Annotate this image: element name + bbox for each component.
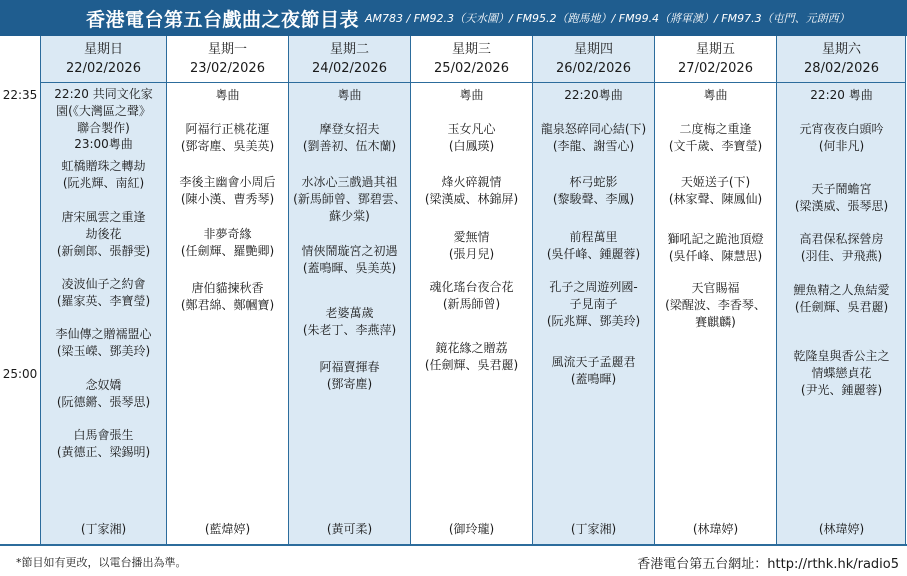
program-category: 粵曲 <box>337 88 362 102</box>
program-item <box>411 121 532 155</box>
day-column-3 <box>288 36 410 544</box>
program-item <box>167 174 288 208</box>
program-line: (蓋鳴暉、吳美英) <box>302 261 397 275</box>
program-title: 烽火碎親情 <box>441 175 502 189</box>
program-title: 獅吼記之跪池頂燈 <box>667 232 764 246</box>
program-item <box>41 158 166 192</box>
day-header <box>41 36 166 83</box>
program-item <box>533 279 654 330</box>
program-item <box>41 86 166 137</box>
day-header <box>289 36 410 83</box>
program-title: 老婆萬歲 <box>325 306 374 320</box>
program-line: (鄭君綿、鄭幗寶) <box>180 298 275 312</box>
time-column <box>0 36 40 544</box>
program-line: (任劍輝、羅艷卿) <box>180 244 275 258</box>
program-host: (林瑋婷) <box>818 522 865 536</box>
program-title: 乾隆皇與香公主之 <box>793 349 890 363</box>
day-of-week: 星期三 <box>451 42 491 57</box>
program-title: 李後主幽會小周后 <box>179 175 276 189</box>
program-item <box>777 282 906 316</box>
program-title: 天官賜福 <box>691 281 740 295</box>
program-host: (藍煒婷) <box>204 522 251 536</box>
program-item <box>777 231 906 265</box>
program-title: 愛無情 <box>453 230 490 244</box>
program-title: 鏡花緣之贈荔 <box>435 341 508 355</box>
program-title: 唐伯貓揀秋香 <box>191 281 264 295</box>
header-banner <box>0 0 907 36</box>
program-line: (任劍輝、吳君麗) <box>424 358 519 372</box>
program-line: 蘇少棠) <box>329 209 370 223</box>
program-title: 孔子之周遊列國- <box>549 280 638 294</box>
day-of-week: 星期日 <box>83 42 123 57</box>
day-date: 25/02/2026 <box>434 61 509 76</box>
program-title: 23:00粵曲 <box>74 137 133 151</box>
program-line: (羅家英、李寶瑩) <box>56 294 151 308</box>
program-item <box>167 280 288 314</box>
program-line: (吳仟峰、鍾麗蓉) <box>546 247 641 261</box>
day-of-week: 星期一 <box>207 42 247 57</box>
program-item <box>167 226 288 260</box>
program-item <box>41 276 166 310</box>
program-title: 鯉魚精之人魚結愛 <box>793 283 890 297</box>
program-category: 粵曲 <box>703 88 728 102</box>
program-item <box>289 243 410 277</box>
program-line: (新馬師曾、鄧碧雲、 <box>293 192 406 206</box>
program-title: 非夢奇緣 <box>203 227 252 241</box>
program-title: 元宵夜夜白頭吟 <box>799 122 884 136</box>
program-title: 虹橋贈珠之轉劫 <box>61 159 146 173</box>
program-item <box>41 377 166 411</box>
program-line: (吳仟峰、陳慧思) <box>668 249 763 263</box>
program-item <box>533 174 654 208</box>
program-line: (鄧寄塵、吳美英) <box>180 139 275 153</box>
program-line: (李龍、謝雪心) <box>552 139 635 153</box>
program-item <box>41 209 166 260</box>
program-line: (黃德正、梁錫明) <box>56 445 151 459</box>
program-host: (丁家湘) <box>80 522 127 536</box>
frequency-info: AM783 / FM92.3（天水圍）/ FM95.2（跑馬地）/ FM99.4（將軍澳）/ FM97.3（屯門、元朗西） <box>365 12 850 25</box>
program-line: (尹光、鍾麗蓉) <box>800 383 883 397</box>
day-column-7 <box>776 36 906 544</box>
program-item <box>655 280 776 331</box>
program-title: 李仙傳之贈襦盟心 <box>55 327 152 341</box>
program-title: 情俠鬧璇宮之初遇 <box>301 244 398 258</box>
program-title: 玉女凡心 <box>447 122 496 136</box>
program-item <box>655 231 776 265</box>
program-title: 龍泉怒碎同心結(下) <box>540 122 647 136</box>
program-line: 園(《大灣區之聲》 <box>56 104 151 118</box>
program-title: 凌波仙子之約會 <box>61 277 146 291</box>
footer <box>0 544 907 576</box>
program-line: (梁玉嶸、鄧美玲) <box>56 344 151 358</box>
program-line: (梁漢威、張琴思) <box>794 199 889 213</box>
program-item <box>533 354 654 388</box>
program-item <box>411 340 532 374</box>
day-column-4 <box>410 36 532 544</box>
program-title: 風流天子孟麗君 <box>551 355 636 369</box>
day-header <box>777 36 906 83</box>
day-column-2 <box>166 36 288 544</box>
program-title: 天子鬧蟾宮 <box>811 182 872 196</box>
day-of-week: 星期二 <box>329 42 369 57</box>
day-date: 27/02/2026 <box>678 61 753 76</box>
program-line: (阮德鏘、張琴思) <box>56 395 151 409</box>
program-line: (林家聲、陳鳳仙) <box>668 192 763 206</box>
program-line: (陳小漢、曹秀琴) <box>180 192 275 206</box>
program-category: 22:20粵曲 <box>564 88 623 102</box>
program-host: (丁家湘) <box>570 522 617 536</box>
program-category: 粵曲 <box>215 88 240 102</box>
program-item <box>655 174 776 208</box>
day-date: 22/02/2026 <box>66 61 141 76</box>
program-title: 唐宋風雲之重逢 <box>61 210 146 224</box>
program-item <box>41 136 166 153</box>
program-line: (劉善初、伍木蘭) <box>302 139 397 153</box>
program-line: (任劍輝、吳君麗) <box>794 300 889 314</box>
program-line: 賽麒麟) <box>695 315 736 329</box>
program-item <box>411 279 532 313</box>
program-line: (阮兆輝、南紅) <box>62 176 145 190</box>
program-line: (何非凡) <box>818 139 865 153</box>
program-title: 阿福行正桃花運 <box>185 122 270 136</box>
program-line: 情蝶戀貞花 <box>811 366 872 380</box>
time-end: 25:00 <box>2 367 38 381</box>
day-header <box>533 36 654 83</box>
program-title: 魂化瑤台夜合花 <box>429 280 514 294</box>
program-line: 聯合製作) <box>77 121 130 135</box>
program-item <box>533 121 654 155</box>
day-date: 28/02/2026 <box>804 61 879 76</box>
day-of-week: 星期四 <box>573 42 613 57</box>
program-title: 白馬會張生 <box>73 428 134 442</box>
footer-website: 香港電台第五台網址：http://rthk.hk/radio5 <box>637 557 899 572</box>
day-header <box>655 36 776 83</box>
footer-note: *節目如有更改，以電台播出為準。 <box>16 556 187 569</box>
day-date: 24/02/2026 <box>312 61 387 76</box>
day-of-week: 星期六 <box>821 42 861 57</box>
program-title: 杯弓蛇影 <box>569 175 618 189</box>
program-item <box>289 174 410 225</box>
program-item <box>41 326 166 360</box>
program-title: 摩登女招夫 <box>319 122 380 136</box>
program-item <box>41 427 166 461</box>
program-item <box>777 348 906 399</box>
time-start: 22:35 <box>2 88 38 102</box>
program-item <box>167 121 288 155</box>
program-item <box>411 229 532 263</box>
program-title: 念奴嬌 <box>85 378 122 392</box>
program-line: 子見南子 <box>569 297 618 311</box>
program-title: 天姬送子(下) <box>680 175 751 189</box>
program-item <box>289 305 410 339</box>
program-host: (御玲瓏) <box>448 522 495 536</box>
program-item <box>777 121 906 155</box>
program-host: (黃可柔) <box>326 522 373 536</box>
program-category: 粵曲 <box>459 88 484 102</box>
program-line: (文千歲、李寶瑩) <box>668 139 763 153</box>
program-line: (羽佳、尹飛燕) <box>800 249 883 263</box>
day-header <box>411 36 532 83</box>
program-line: (朱老丁、李燕萍) <box>302 323 397 337</box>
program-line: (阮兆輝、鄧美玲) <box>546 314 641 328</box>
program-line: (梁漢威、林錦屏) <box>424 192 519 206</box>
program-title: 水冰心三戲過其祖 <box>301 175 398 189</box>
program-item <box>533 229 654 263</box>
program-item <box>289 359 410 393</box>
day-date: 26/02/2026 <box>556 61 631 76</box>
program-host: (林瑋婷) <box>692 522 739 536</box>
day-date: 23/02/2026 <box>190 61 265 76</box>
program-line: 劫後花 <box>85 227 122 241</box>
program-line: (新劍郎、張靜雯) <box>56 244 151 258</box>
program-line: (白鳳瑛) <box>448 139 495 153</box>
program-item <box>411 174 532 208</box>
program-title: 二度梅之重逢 <box>679 122 752 136</box>
day-header <box>167 36 288 83</box>
program-item <box>655 121 776 155</box>
day-column-5 <box>532 36 654 544</box>
program-line: (蓋鳴暉) <box>570 372 617 386</box>
program-item <box>777 181 906 215</box>
page-title: 香港電台第五台戲曲之夜節目表 <box>86 8 360 31</box>
program-title: 前程萬里 <box>569 230 618 244</box>
program-title: 22:20 共同文化家 <box>54 87 153 101</box>
day-of-week: 星期五 <box>695 42 735 57</box>
program-line: (梁醒波、李香琴、 <box>665 298 766 312</box>
day-column-6 <box>654 36 776 544</box>
program-category: 22:20 粵曲 <box>810 88 873 102</box>
program-line: (張月兒) <box>448 247 495 261</box>
program-item <box>289 121 410 155</box>
schedule-grid <box>0 36 907 544</box>
program-line: (鄧寄塵) <box>326 377 373 391</box>
program-line: (新馬師曾) <box>442 297 501 311</box>
program-title: 高君保私探營房 <box>799 232 884 246</box>
program-line: (黎駿聲、李鳳) <box>552 192 635 206</box>
day-column-1 <box>40 36 166 544</box>
program-title: 阿福賣揮春 <box>319 360 380 374</box>
